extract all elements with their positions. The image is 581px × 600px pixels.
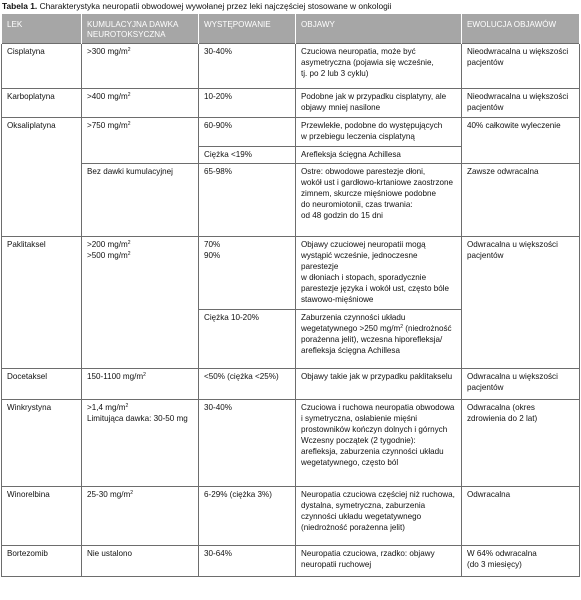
cell-occurrence: Ciężka 10-20% (199, 310, 296, 369)
cell-occurrence: 70% 90% (199, 237, 296, 310)
cell-occurrence: 30-64% (199, 546, 296, 577)
cell-symptoms: Objawy czuciowej neuropatii mogą wystąpić wcześnie, jednoczesne parestezje w dłoniach i stopach, sporadycznie parestezje języka i wokół ust, często bóle stawowo-mięśniowe (296, 237, 462, 310)
header-occurrence: WYSTĘPOWANIE (199, 14, 296, 44)
table-caption (2, 1, 392, 12)
cell-symptoms: Zaburzenia czynności układu wegetatywnego >250 $mg/m^2$ (niedrożność porażenna jelit), wczesna hiporefleksja/ arefleksja ścięgna Achillesa (296, 310, 462, 369)
cell-evolution: W 64% odwracalna (do 3 miesięcy) (462, 546, 580, 577)
header-dose-line2: NEUROTOKSYCZNA (87, 30, 166, 39)
cell-occurrence: 30-40% (199, 400, 296, 487)
cell-dose: >750 $mg/m^2$ (82, 118, 199, 164)
cell-occurrence: Ciężka <19% (199, 147, 296, 164)
table-row (2, 89, 580, 118)
table-row (2, 44, 580, 89)
cell-drug: Bortezomib (2, 546, 82, 577)
cell-symptoms: Neuropatia czuciowa, rzadko: objawy neuropatii ruchowej (296, 546, 462, 577)
cell-drug: Karboplatyna (2, 89, 82, 118)
cell-drug: Winkrystyna (2, 400, 82, 487)
cell-dose: 25-30 $mg/m^2$ (82, 487, 199, 546)
cell-symptoms: Neuropatia czuciowa częściej niż ruchowa, dystalna, symetryczna, zaburzenia czynności układu wegetatywnego (niedrożność porażenna jelit) (296, 487, 462, 546)
cell-symptoms: Czuciowa neuropatia, może być asymetryczna (pojawia się wcześnie, tj. po 2 lub 3 cyklu) (296, 44, 462, 89)
neuropathy-table (1, 14, 580, 577)
cell-occurrence: 60-90% (199, 118, 296, 147)
header-dose-line1: KUMULACYJNA DAWKA (87, 20, 179, 29)
cell-occurrence: 6-29% (ciężka 3%) (199, 487, 296, 546)
cell-drug: Paklitaksel (2, 237, 82, 369)
cell-symptoms: Ostre: obwodowe parestezje dłoni, wokół ust i gardłowo-krtaniowe zaostrzone zimnem, skurcze mięśniowe podobne do neuromiotonii, czas trwania: od 48 godzin do 15 dni (296, 164, 462, 237)
table-row (2, 369, 580, 400)
table-row (2, 546, 580, 577)
cell-symptoms: Czuciowa i ruchowa neuropatia obwodowa i symetryczna, osłabienie mięśni prostowników kończyn dolnych i górnych Wczesny początek (2 tygodnie): arefleksja, zaburzenia czynności układu wegetatywnego, często ból (296, 400, 462, 487)
cell-occurrence: <50% (ciężka <25%) (199, 369, 296, 400)
cell-occurrence: 65-98% (199, 164, 296, 237)
cell-occurrence: 30-40% (199, 44, 296, 89)
cell-occurrence: 10-20% (199, 89, 296, 118)
header-symptoms: OBJAWY (296, 14, 462, 44)
cell-drug: Docetaksel (2, 369, 82, 400)
cell-drug: Cisplatyna (2, 44, 82, 89)
table-row (2, 118, 580, 147)
cell-evolution: Nieodwracalna u większości pacjentów (462, 44, 580, 89)
header-dose (82, 14, 199, 44)
caption-label: Tabela 1. (2, 1, 38, 11)
caption-text: Charakterystyka neuropatii obwodowej wywołanej przez leki najczęściej stosowane w onkologii (39, 1, 392, 11)
cell-dose: Bez dawki kumulacyjnej (82, 164, 199, 237)
cell-evolution: 40% całkowite wyleczenie (462, 118, 580, 164)
cell-evolution: Odwracalna (462, 487, 580, 546)
table-row (2, 237, 580, 310)
cell-evolution: Odwracalna u większości pacjentów (462, 237, 580, 369)
cell-evolution: Odwracalna u większości pacjentów (462, 369, 580, 400)
cell-dose: Nie ustalono (82, 546, 199, 577)
cell-evolution: Odwracalna (okres zdrowienia do 2 lat) (462, 400, 580, 487)
cell-symptoms: Przewlekłe, podobne do występujących w przebiegu leczenia cisplatyną (296, 118, 462, 147)
cell-dose: >400 $mg/m^2$ (82, 89, 199, 118)
cell-symptoms: Arefleksja ścięgna Achillesa (296, 147, 462, 164)
table-row (2, 164, 580, 237)
cell-symptoms: Objawy takie jak w przypadku paklitakselu (296, 369, 462, 400)
header-drug: LEK (2, 14, 82, 44)
header-row (2, 14, 580, 44)
cell-dose: >300 $mg/m^2$ (82, 44, 199, 89)
header-evolution: EWOLUCJA OBJAWÓW (462, 14, 580, 44)
cell-drug: Winorelbina (2, 487, 82, 546)
cell-dose: >200 $mg/m^2$ >500 $mg/m^2$ (82, 237, 199, 369)
cell-drug: Oksaliplatyna (2, 118, 82, 237)
cell-evolution: Zawsze odwracalna (462, 164, 580, 237)
cell-dose: >1,4 $mg/m^2$ Limitująca dawka: 30-50 mg (82, 400, 199, 487)
cell-evolution: Nieodwracalna u większości pacjentów (462, 89, 580, 118)
cell-symptoms: Podobne jak w przypadku cisplatyny, ale objawy mniej nasilone (296, 89, 462, 118)
cell-dose: 150-1100 $mg/m^2$ (82, 369, 199, 400)
table-row (2, 487, 580, 546)
table-row (2, 400, 580, 487)
